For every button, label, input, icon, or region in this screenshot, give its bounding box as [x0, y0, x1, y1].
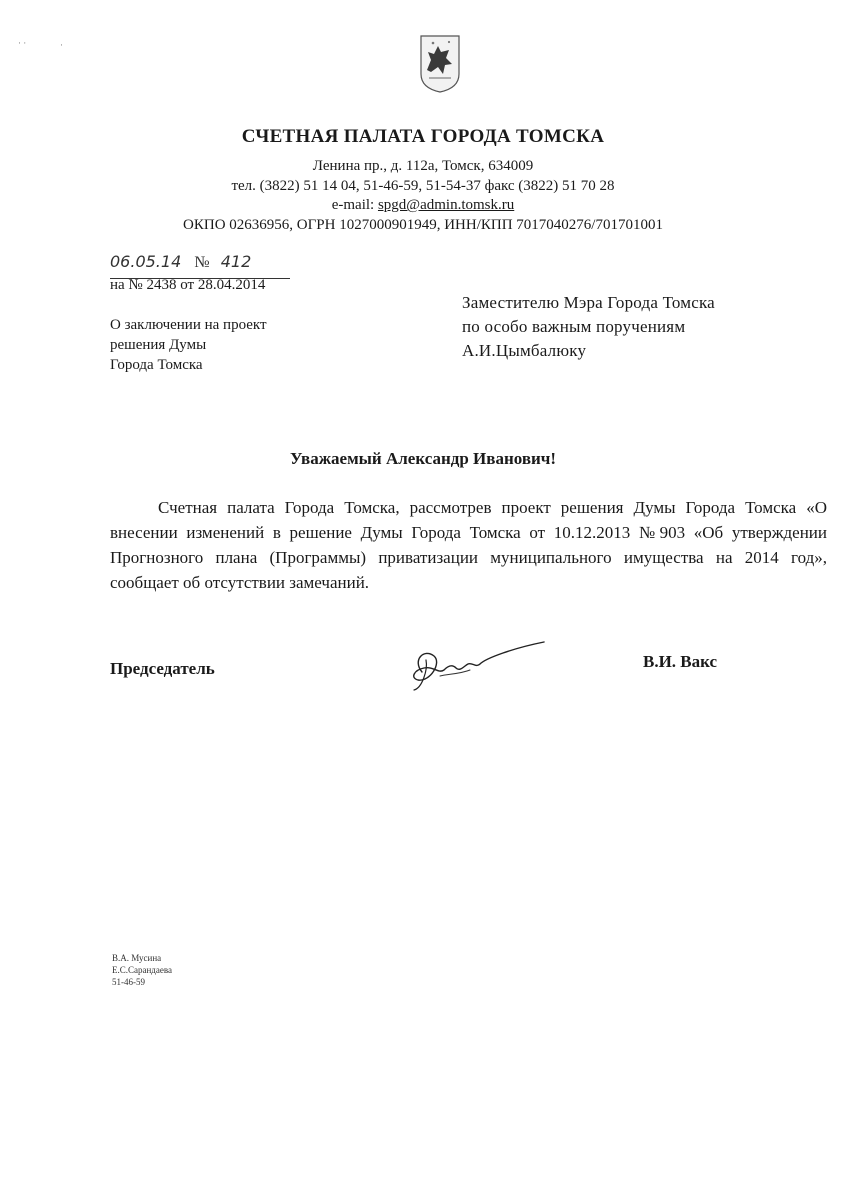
letter-body	[110, 495, 827, 595]
scan-speck: ·	[60, 40, 63, 50]
signer-name: В.И. Вакс	[643, 652, 718, 671]
addressee-block	[462, 291, 715, 363]
email-link[interactable]: spgd@admin.tomsk.ru	[377, 197, 515, 213]
subject-line: решения Думы	[110, 337, 207, 353]
addressee-line: Заместителю Мэра Города Томска	[462, 293, 715, 312]
body-paragraph: Счетная палата Города Томска, рассмотрев проект решения Думы Города Томска «О внесении изменений в решение Думы Города Томска от 10.12.2013 №903 «Об утверждении Прогнозного плана (Программы) приватизации муниципального имущества на 2014 год», сообщает об отсутствии замечаний.	[110, 498, 827, 592]
number-label: №	[194, 254, 210, 271]
handwritten-number: 412	[220, 252, 252, 271]
executor-line: В.А. Мусина	[112, 953, 162, 963]
outgoing-number-line	[110, 252, 290, 279]
handwritten-date: 06.05.14	[110, 252, 182, 271]
addressee-line: по особо важным поручениям	[462, 317, 686, 336]
org-phones: тел. (3822) 51 14 04, 51-46-59, 51-54-37 факс (3822) 51 70 28	[231, 178, 615, 194]
signer-position: Председатель	[110, 659, 215, 678]
letter-subject	[110, 315, 267, 375]
org-address: Ленина пр., д. 112а, Томск, 634009	[312, 158, 534, 174]
handwritten-signature-icon	[404, 630, 554, 695]
org-title: СЧЕТНАЯ ПАЛАТА ГОРОДА ТОМСКА	[241, 126, 605, 147]
executors-block	[112, 952, 172, 988]
org-email	[0, 197, 846, 214]
salutation: Уважаемый Александр Иванович!	[289, 449, 557, 468]
subject-line: Города Томска	[110, 357, 203, 373]
scan-speck: · ·	[18, 38, 27, 48]
addressee-line: А.И.Цымбалюку	[462, 341, 587, 360]
executor-line: 51-46-59	[112, 977, 145, 987]
city-emblem-icon	[419, 34, 461, 94]
reference-line: на № 2438 от 28.04.2014	[110, 277, 266, 293]
subject-line: О заключении на проект	[110, 317, 267, 333]
executor-line: Е.С.Сарандаева	[112, 965, 173, 975]
email-label: e-mail:	[331, 197, 378, 213]
org-registry: ОКПО 02636956, ОГРН 1027000901949, ИНН/КПП 7017040276/701701001	[183, 217, 663, 233]
